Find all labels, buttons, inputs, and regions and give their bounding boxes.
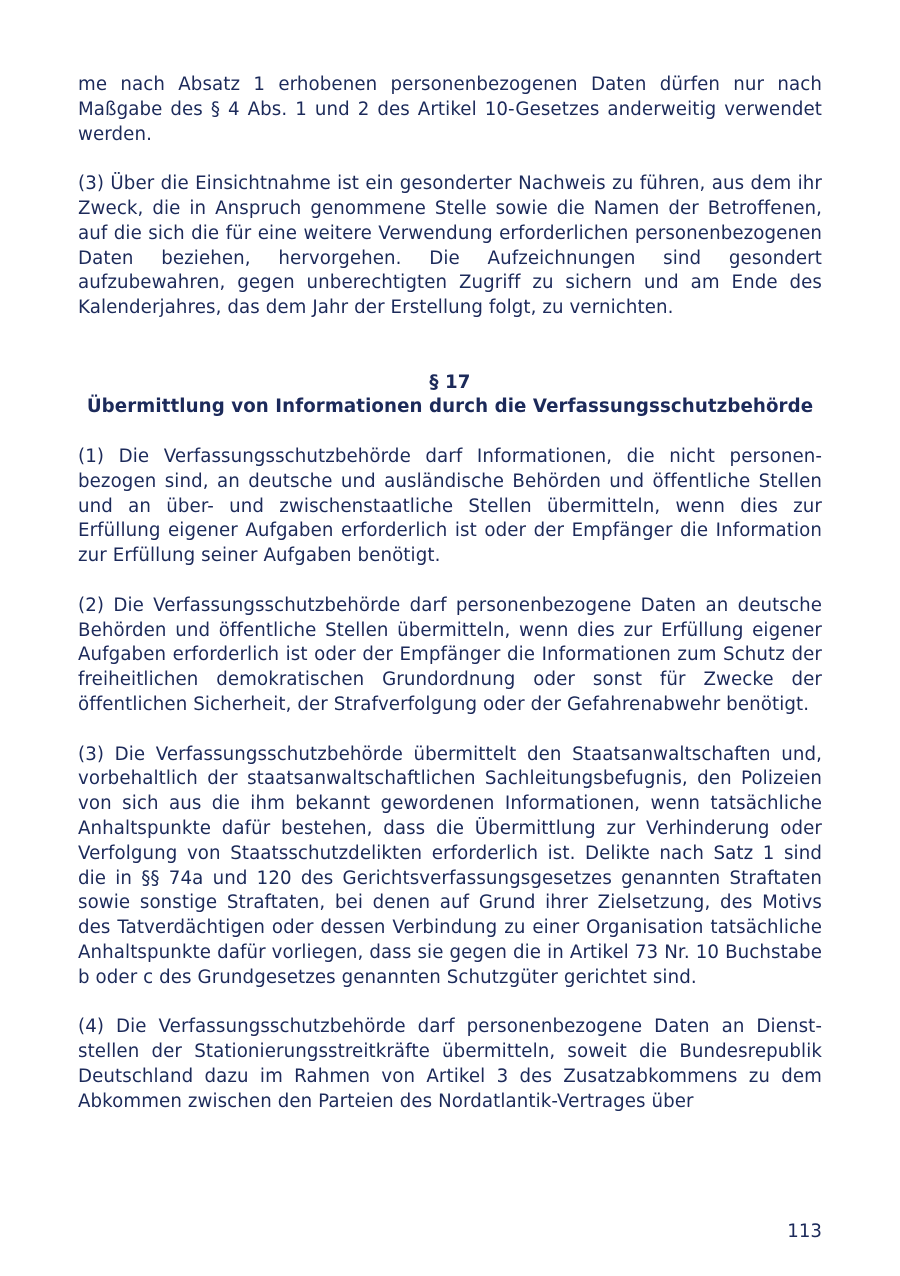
continuation-paragraph: me nach Absatz 1 erhobenen personenbezogenen Daten dürfen nur nach Maßgabe des § 4 Abs. 1 und 2 des Artikel 10-Gesetzes anderweitig verwendet werden. [78, 74, 822, 145]
paragraph-3-previous-section: (3) Über die Einsichtnahme ist ein gesonderter Nachweis zu führen, aus dem ihr Zweck, die in Anspruch genommene Stelle sowie die Namen der Betroffenen, auf die sich die für eine weitere Verwendung erforderlichen personenbezogenen Daten beziehen, hervorgehen. Die Aufzeichnungen sind gesondert aufzubewahren, gegen unberechtigten Zugriff zu sichern und am Ende des Kalenderjahres, das dem Jahr der Erstellung folgt, zu vernichten. [78, 173, 822, 319]
section-heading [78, 371, 822, 421]
paragraph-3: (3) Die Verfassungsschutzbehörde übermittelt den Staatsanwaltschaften und, vorbehaltlich der staatsanwaltschaftlichen Sachleitungsbefugnis, den Polizeien von sich aus die ihm bekannt gewordenen Informationen, wenn tatsächliche Anhaltspunkte dafür bestehen, dass die Übermittlung zur Verhinderung oder Verfolgung von Staatsschutzdelikten erforderlich ist. Delikte nach Satz 1 sind die in §§ 74a und 120 des Gerichtsverfassungsgesetzes genannten Straftaten sowie sonstige Straftaten, bei denen auf Grund ihrer Zielsetzung, des Motivs des Tatverdächtigen oder dessen Verbindung zu einer Organisation tatsächliche Anhaltspunkte dafür vorliegen, dass sie gegen die in Artikel 73 Nr. 10 Buchstabe b oder c des Grundgesetzes genannten Schutzgüter gerichtet sind. [78, 743, 822, 988]
document-page [78, 73, 822, 1114]
paragraph-4: (4) Die Verfassungsschutzbehörde darf personenbezogene Daten an Dienststellen der Stationierungsstreitkräfte übermitteln, soweit die Bundesrepublik Deutschland dazu im Rahmen von Artikel 3 des Zusatzabkommens zu dem Abkommen zwischen den Parteien des Nordatlantik-Vertrages über [78, 1016, 822, 1112]
paragraph-2: (2) Die Verfassungsschutzbehörde darf personenbezogene Daten an deutsche Behörden und öffentliche Stellen übermitteln, wenn dies zur Erfüllung eigener Aufgaben erforderlich ist oder der Empfänger die Informationen zum Schutz der freiheitlichen demokratischen Grundordnung oder sonst für Zwecke der öffentlichen Sicherheit, der Strafverfolgung oder der Gefahrenabwehr benötigt. [78, 594, 822, 715]
page-number: 113 [787, 1221, 822, 1242]
section-number: § 17 [429, 371, 471, 393]
paragraph-1: (1) Die Verfassungsschutzbehörde darf Informationen, die nicht personenbezogen sind, an deutsche und ausländische Behörden und öffentliche Stellen und an über- und zwischenstaatliche Stellen übermitteln, wenn dies zur Erfüllung eigener Aufgaben erforderlich ist oder der Empfänger die Information zur Erfüllung seiner Aufgaben benötigt. [78, 445, 822, 567]
section-title: Übermittlung von Informationen durch die Verfassungsschutzbehörde [86, 396, 814, 418]
